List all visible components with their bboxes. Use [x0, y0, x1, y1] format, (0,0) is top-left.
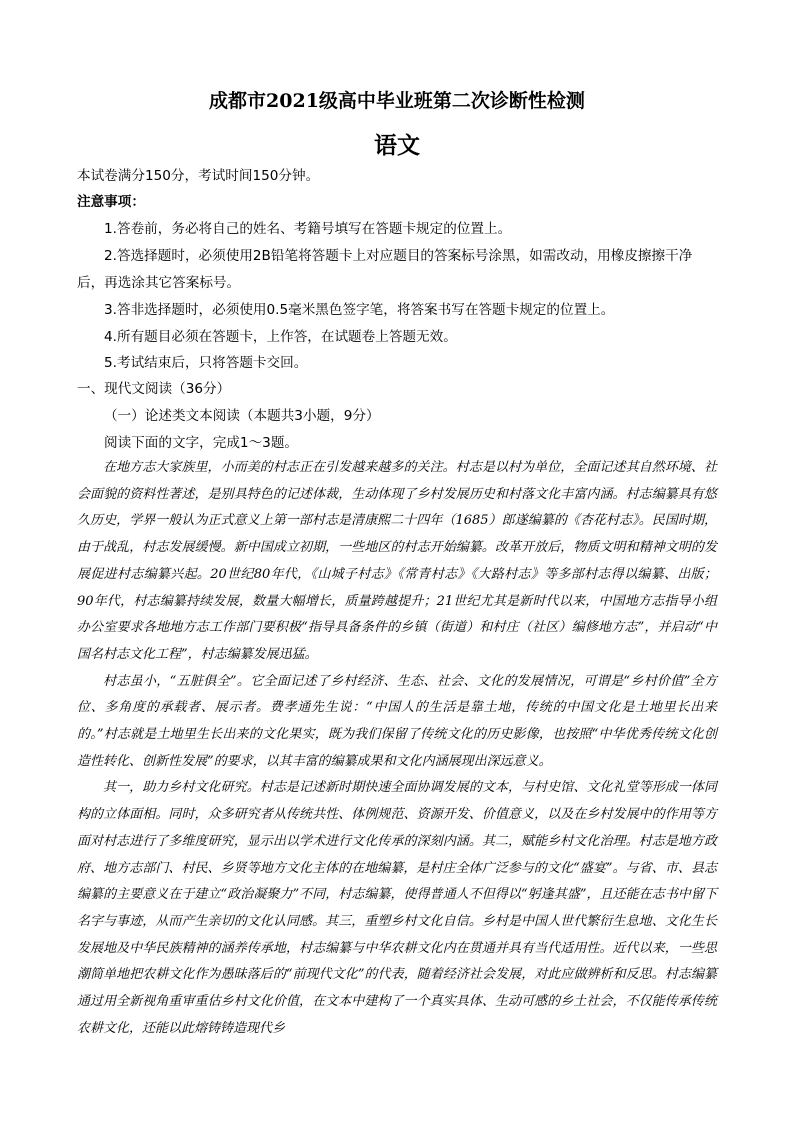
subject-title: 语文 — [374, 132, 420, 159]
notice-item: 4.所有题目必须在答题卡，上作答，在试题卷上答题无效。 — [104, 329, 457, 345]
notice-item: 5.考试结束后，只将答题卡交回。 — [104, 355, 308, 371]
sub-section-heading: （一）论述类文本阅读（本题共3小题，9分） — [104, 408, 380, 424]
notice-item-continued: 后，再选涂其它答案标号。 — [77, 275, 241, 291]
notice-item: 3.答非选择题时，必须使用0.5毫米黑色签字笔，将答案书写在答题卡规定的位置上。 — [104, 302, 615, 318]
notice-title: 注意事项： — [77, 194, 145, 210]
reading-passage — [77, 455, 717, 1042]
reading-instruction: 阅读下面的文字，完成1～3题。 — [104, 435, 299, 451]
notice-item: 2.答选择题时，必须使用2B铅笔将答题卡上对应题目的答案标号涂黑，如需改动，用橡皮擦擦干净 — [104, 248, 693, 264]
exam-title: 成都市2021级高中毕业班第二次诊断性检测 — [209, 90, 585, 112]
notice-item: 1.答卷前，务必将自己的姓名、考籍号填写在答题卡规定的位置上。 — [104, 221, 512, 237]
passage-paragraph: 在地方志大家族里，小而美的村志正在引发越来越多的关注。村志是以村为单位，全面记述其自然环境、社会面貌的资料性著述，是别具特色的记述体裁，生动体现了乡村发展历史和村落文化丰富内涵。村志编纂具有悠久历史，学界一般认为正式意义上第一部村志是清康熙二十四年（1685）郎遂编纂的《杏花村志》。民国时期，由于战乱，村志发展缓慢。新中国成立初期，一些地区的村志开始编纂。改革开放后，物质文明和精神文明的发展促进村志编纂兴起。20世纪80年代，《山城子村志》《常青村志》《大路村志》等多部村志得以编纂、出版；90年代，村志编纂持续发展，数量大幅增长，质量跨越提升；21世纪尤其是新时代以来，中国地方志指导小组办公室要求各地地方志工作部门要积极“指导具备条件的乡镇（街道）和村庄（社区）编修地方志”，并启动“中国名村志文化工程”，村志编纂发展迅猛。 — [77, 460, 717, 662]
passage-paragraph: 其一，助力乡村文化研究。村志是记述新时期快速全面协调发展的文本，与村史馆、文化礼堂等形成一体同构的立体面相。同时，众多研究者从传统共性、体例规范、资源开发、价值意义，以及在乡村发展中的作用等方面对村志进行了多维度研究，显示出以学术进行文化传承的深刻内涵。其二，赋能乡村文化治理。村志是地方政府、地方志部门、村民、乡贤等地方文化主体的在地编纂，是村庄全体广泛参与的文化“盛宴”。与省、市、县志编纂的主要意义在于建立“政治凝聚力”不同，村志编纂，使得普通人不但得以“躬逢其盛”，且还能在志书中留下名字与事迹，从而产生亲切的文化认同感。其三，重塑乡村文化自信。乡村是中国人世代繁衍生息地、文化生长发展地及中华民族精神的涵养传承地，村志编纂与中华农耕文化内在贯通并具有当代适用性。近代以来，一些思潮简单地把农耕文化作为愚昧落后的“前现代文化”的代表，随着经济社会发展，对此应做辨析和反思。村志编纂通过用全新视角重审重估乡村文化价值，在文本中建构了一个真实具体、生动可感的乡土社会，不仅能传承传统农耕文化，还能以此熔铸铸造现代乡 — [77, 780, 717, 1036]
section-heading: 一、现代文阅读（36分） — [77, 381, 231, 397]
passage-paragraph: 村志虽小，“五脏俱全”。它全面记述了乡村经济、生态、社会、文化的发展情况，可谓是“乡村价值”全方位、多角度的承载者、展示者。费孝通先生说：“中国人的生活是靠土地，传统的中国文化是土地里长出来的。”村志就是土地里生长出来的文化果实，既为我们保留了传统文化的历史影像，也按照“中华优秀传统文化创造性转化、创新性发展”的要求，以其丰富的编纂成果和文化内涵展现出深远意义。 — [77, 673, 717, 769]
exam-info: 本试卷满分150分，考试时间150分钟。 — [77, 168, 320, 184]
